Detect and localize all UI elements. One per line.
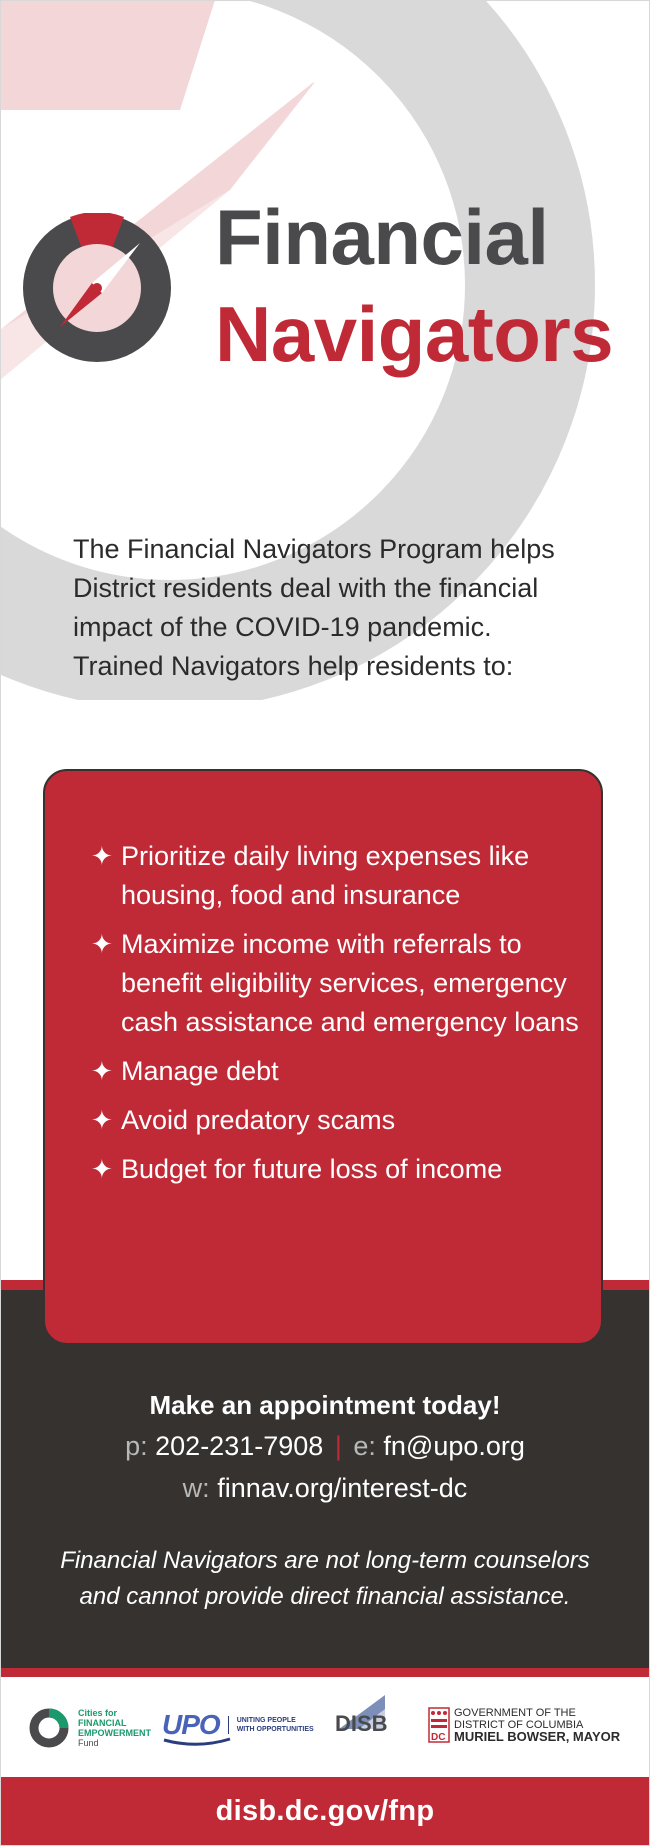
dc-line1: GOVERNMENT OF THE <box>454 1707 576 1719</box>
cfe-wordmark <box>78 1708 151 1748</box>
services-list <box>91 837 591 1199</box>
header <box>0 0 650 420</box>
service-label: Manage debt <box>121 1056 279 1086</box>
service-label: Avoid predatory scams <box>121 1105 396 1135</box>
cfe-line4: Fund <box>78 1738 99 1748</box>
upo-tag-line1: UNITING PEOPLE <box>236 1717 296 1724</box>
cfe-line1: Cities for <box>78 1708 118 1718</box>
dc-line2: DISTRICT OF COLUMBIA <box>454 1719 584 1731</box>
phone-link[interactable]: 202-231-7908 <box>155 1431 324 1461</box>
list-item <box>91 1052 591 1091</box>
disclaimer-line2: and cannot provide direct financial assistance. <box>79 1583 571 1610</box>
website-line <box>0 1467 650 1509</box>
disb-mark <box>335 1703 388 1736</box>
upo-swoosh-icon <box>162 1737 232 1747</box>
four-point-star-icon: ✦ <box>91 929 113 959</box>
list-item <box>91 837 591 915</box>
four-point-star-icon: ✦ <box>91 841 113 871</box>
list-item <box>91 1150 591 1189</box>
service-label: Maximize income with referrals to benefit eligibility services, emergency cash assistance and emergency loans <box>121 929 579 1037</box>
footer-bar <box>0 1777 650 1846</box>
four-point-star-icon: ✦ <box>91 1154 113 1184</box>
svg-text:DC: DC <box>431 1732 446 1743</box>
title-navigators: Navigators <box>215 290 614 378</box>
list-item <box>91 1101 591 1140</box>
service-label: Prioritize daily living expenses like housing, food and insurance <box>121 841 530 910</box>
list-item <box>91 925 591 1042</box>
four-point-star-icon: ✦ <box>91 1056 113 1086</box>
red-divider <box>0 1668 650 1677</box>
phone-email-line <box>0 1425 650 1467</box>
footer-website-link[interactable]: disb.dc.gov/fnp <box>215 1795 435 1827</box>
cta-heading: Make an appointment today! <box>149 1390 501 1420</box>
cfe-logo <box>28 1707 151 1749</box>
email-link[interactable]: fn@upo.org <box>383 1431 525 1461</box>
upo-tag-line2: WITH OPPORTUNITIES <box>236 1726 314 1733</box>
email-label: e: <box>353 1431 376 1461</box>
partner-logos <box>0 1677 650 1777</box>
dc-gov-logo <box>428 1707 620 1743</box>
intro-paragraph: The Financial Navigators Program helps District residents deal with the financial impact of the COVID-19 pandemic. Trained Navigators help residents to: <box>73 534 555 681</box>
upo-wordmark: UPO <box>162 1709 220 1740</box>
web-label: w: <box>182 1473 210 1503</box>
upo-tagline <box>228 1716 314 1734</box>
dc-flag-icon <box>428 1707 450 1743</box>
disclaimer-line1: Financial Navigators are not long-term counselors <box>60 1547 590 1574</box>
title-financial: Financial <box>215 193 549 281</box>
dc-gov-wordmark <box>454 1707 620 1743</box>
upo-logo <box>162 1709 314 1741</box>
website-link[interactable]: finnav.org/interest-dc <box>217 1473 468 1503</box>
upo-mark <box>162 1709 220 1741</box>
cfe-line3: EMPOWERMENT <box>78 1728 151 1738</box>
phone-label: p: <box>125 1431 148 1461</box>
disb-logo <box>335 1703 388 1736</box>
separator: | <box>334 1431 342 1461</box>
dc-line3: MURIEL BOWSER, MAYOR <box>454 1729 621 1744</box>
services-card <box>43 769 603 1345</box>
cfe-line2: FINANCIAL <box>78 1718 127 1728</box>
disclaimer <box>0 1543 650 1615</box>
service-label: Budget for future loss of income <box>121 1154 503 1184</box>
disb-wordmark: DISB <box>335 1711 388 1736</box>
contact-info <box>0 1385 650 1509</box>
compass-logo-icon <box>22 213 172 363</box>
four-point-star-icon: ✦ <box>91 1105 113 1135</box>
cfe-ring-icon <box>28 1707 70 1749</box>
